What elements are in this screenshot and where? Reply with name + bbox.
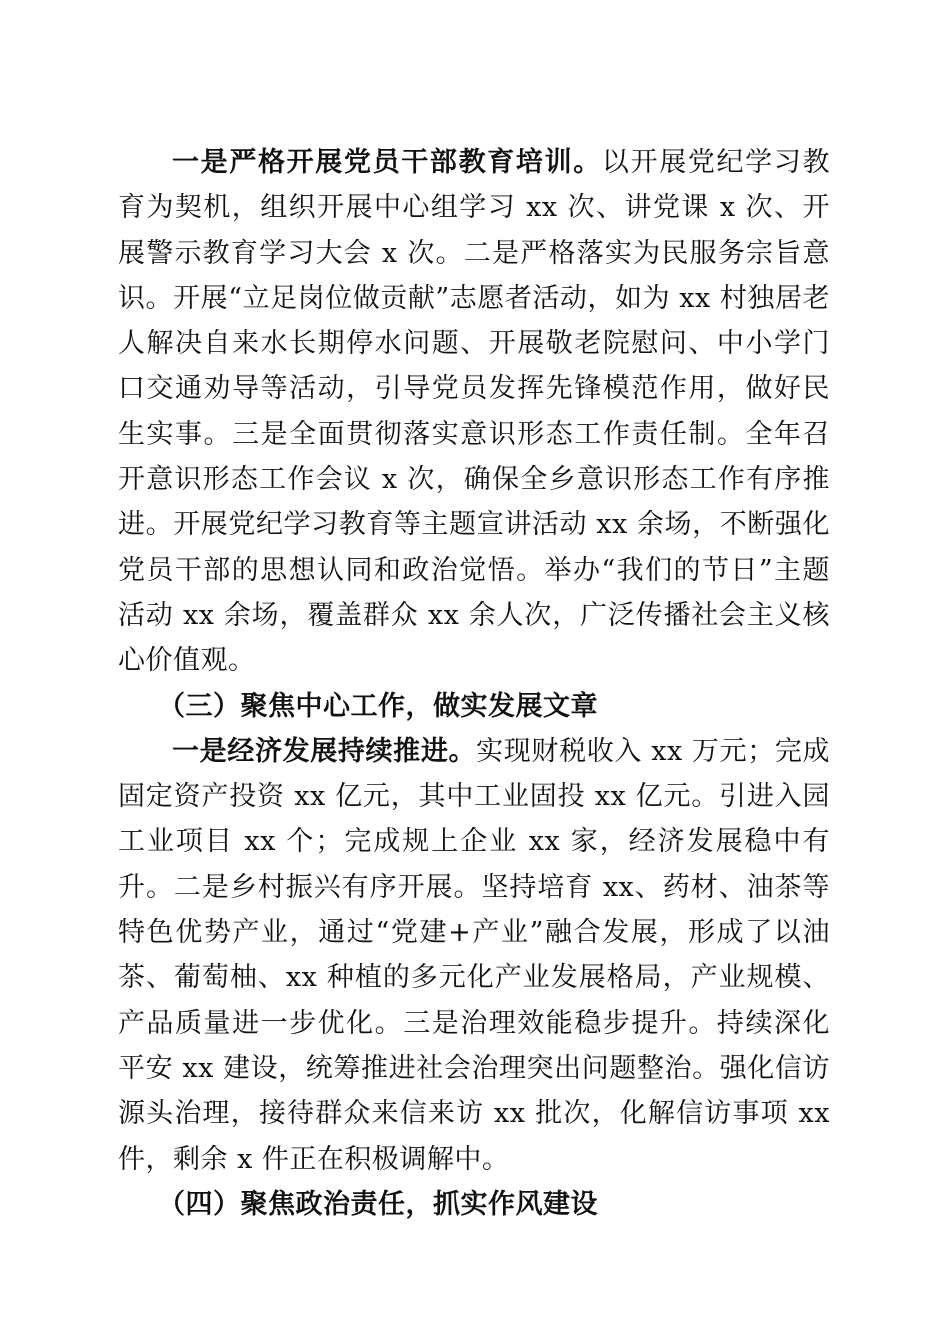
- paragraph-education-training: [118, 140, 830, 684]
- section-heading-4: （四）聚焦政治责任，抓实作风建设: [158, 1188, 598, 1220]
- paragraph-economic-development: [118, 729, 830, 1182]
- section-heading-3: （三）聚焦中心工作，做实发展文章: [158, 690, 598, 722]
- document-page: [118, 140, 830, 1227]
- paragraph-lead: 一是经济发展持续推进。: [172, 735, 477, 767]
- paragraph-lead: 一是严格开展党员干部教育培训。: [172, 147, 602, 178]
- paragraph-body: 实现财税收入 xx 万元；完成固定资产投资 xx 亿元，其中工业固投 xx 亿元。引进入园工业项目 xx 个；完成规上企业 xx 家，经济发展稳中有升。二是乡村振兴有序开展。坚持培育 xx、药材、油茶等特色优势产业，通过“党建+产业”融合发展，形成了以油茶、葡萄柚、xx 种植的多元化产业发展格局，产业规模、产品质量进一步优化。三是治理效能稳步提升。持续深化平安 xx 建设，统筹推进社会治理突出问题整治。强化信访源头治理，接待群众来信来访 xx 批次，化解信访事项 xx 件，剩余 x 件正在积极调解中。: [118, 735, 831, 1175]
- paragraph-body: 以开展党纪学习教育为契机，组织开展中心组学习 xx 次、讲党课 x 次、开展警示教育学习大会 x 次。二是严格落实为民服务宗旨意识。开展“立足岗位做贡献”志愿者活动，如为 xx 村独居老人解决自来水长期停水问题、开展敬老院慰问、中小学门口交通劝导等活动，引导党员发挥先锋模范作用，做好民生实事。三是全面贯彻落实意识形态工作责任制。全年召开意识形态工作会议 x 次，确保全乡意识形态工作有序推进。开展党纪学习教育等主题宣讲活动 xx 余场，不断强化党员干部的思想认同和政治觉悟。举办“我们的节日”主题活动 xx 余场，覆盖群众 xx 余人次，广泛传播社会主义核心价值观。: [118, 147, 831, 677]
